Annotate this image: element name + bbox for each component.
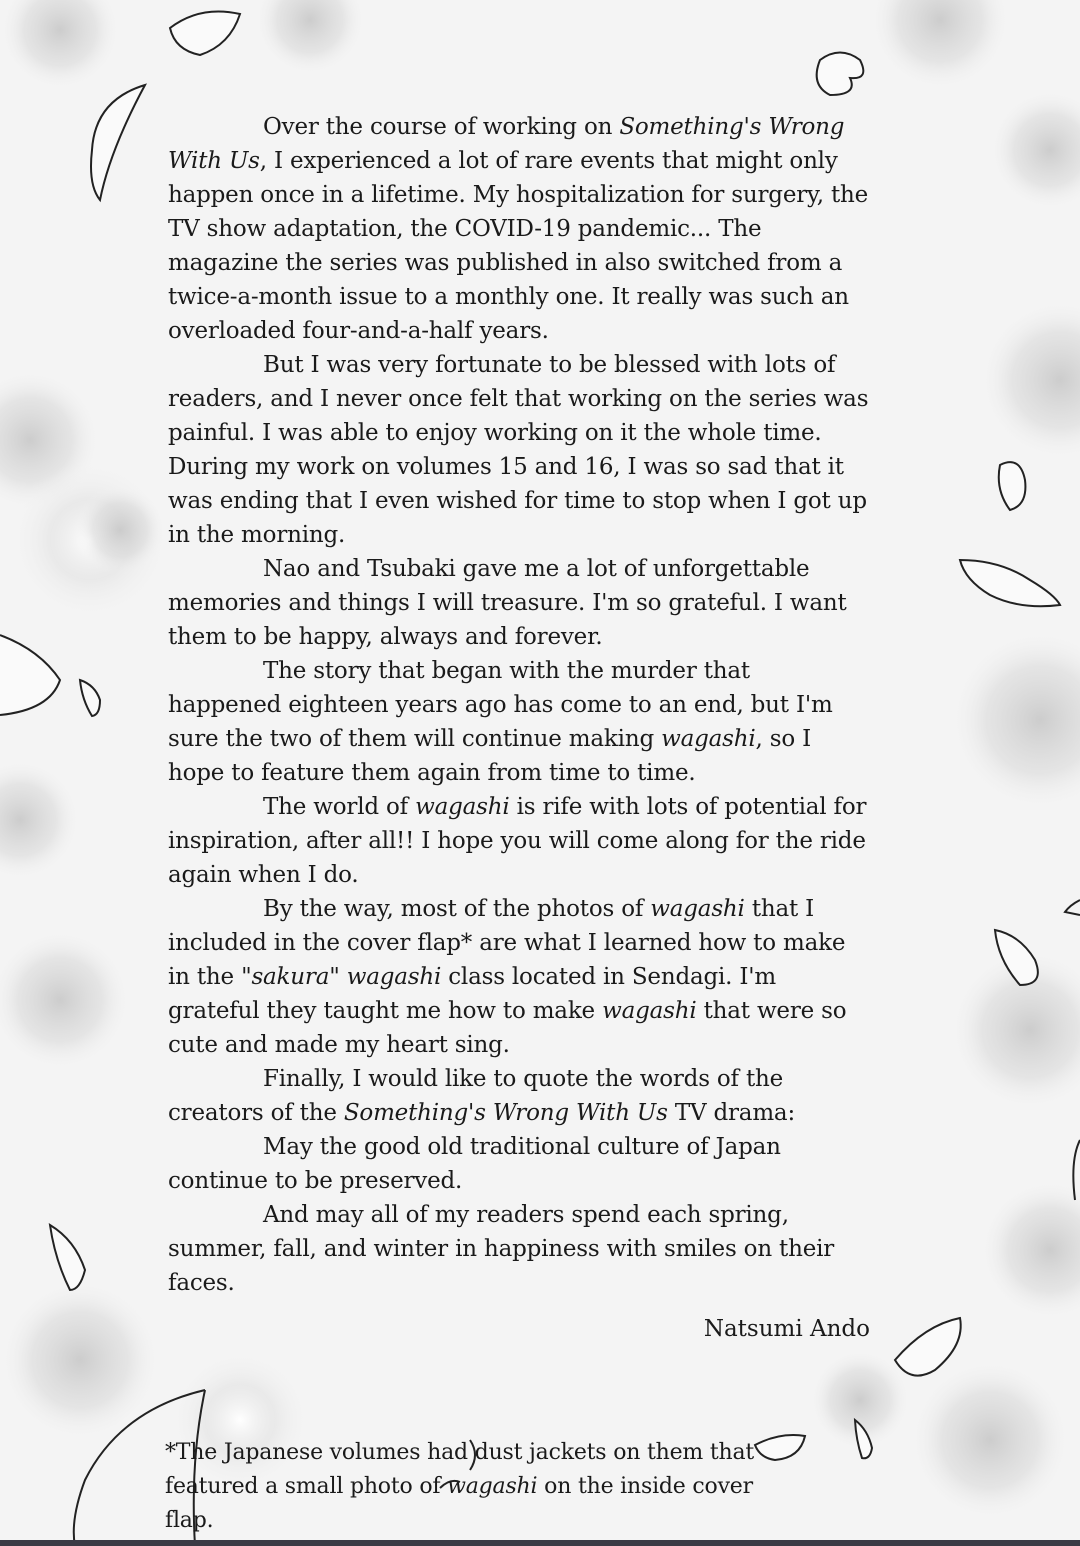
paragraph-3: Nao and Tsubaki gave me a lot of unforgettable memories and things I will treasure. I'm so grateful. I want them to be happy, always and forever. [168,556,847,650]
paragraph-4: The story that began with the murder that happened eighteen years ago has come to an end, but I'm sure the two of them will continue making wagashi, so I hope to feature them again from time to time. [168,658,833,786]
paragraph-1: Over the course of working on Something's Wrong With Us, I experienced a lot of rare events that might only happen once in a lifetime. My hospitalization for surgery, the TV show adaptation, the COVID-19 pandemic... The magazine the series was published in also switched from a twice-a-month issue to a monthly one. It really was such an overloaded four-and-a-half years. [168,114,869,344]
afterword-text [168,110,870,1300]
paragraph-8: May the good old traditional culture of Japan continue to be preserved. [168,1134,781,1194]
paragraph-6: By the way, most of the photos of wagashi that I included in the cover flap* are what I learned how to make in the "sakura" wagashi class located in Sendagi. I'm grateful they taught me how to make wagashi that were so cute and made my heart sing. [168,896,847,1058]
paragraph-7: Finally, I would like to quote the words of the creators of the Something's Wrong With Us TV drama: [168,1066,795,1126]
footnote: *The Japanese volumes had dust jackets on them that featured a small photo of wagashi on the inside cover flap. [165,1440,755,1533]
paragraph-5: The world of wagashi is rife with lots of potential for inspiration, after all!! I hope you will come along for the ride again when I do. [168,794,867,888]
paragraph-2: But I was very fortunate to be blessed with lots of readers, and I never once felt that working on the series was painful. I was able to enjoy working on it the whole time. During my work on volumes 15 and 16, I was so sad that it was ending that I even wished for time to stop when I got up in the morning. [168,352,869,548]
bottom-edge-bar [0,1540,1080,1546]
paragraph-9: And may all of my readers spend each spring, summer, fall, and winter in happiness with smiles on their faces. [168,1202,835,1296]
signature: Natsumi Ando [703,1316,870,1342]
